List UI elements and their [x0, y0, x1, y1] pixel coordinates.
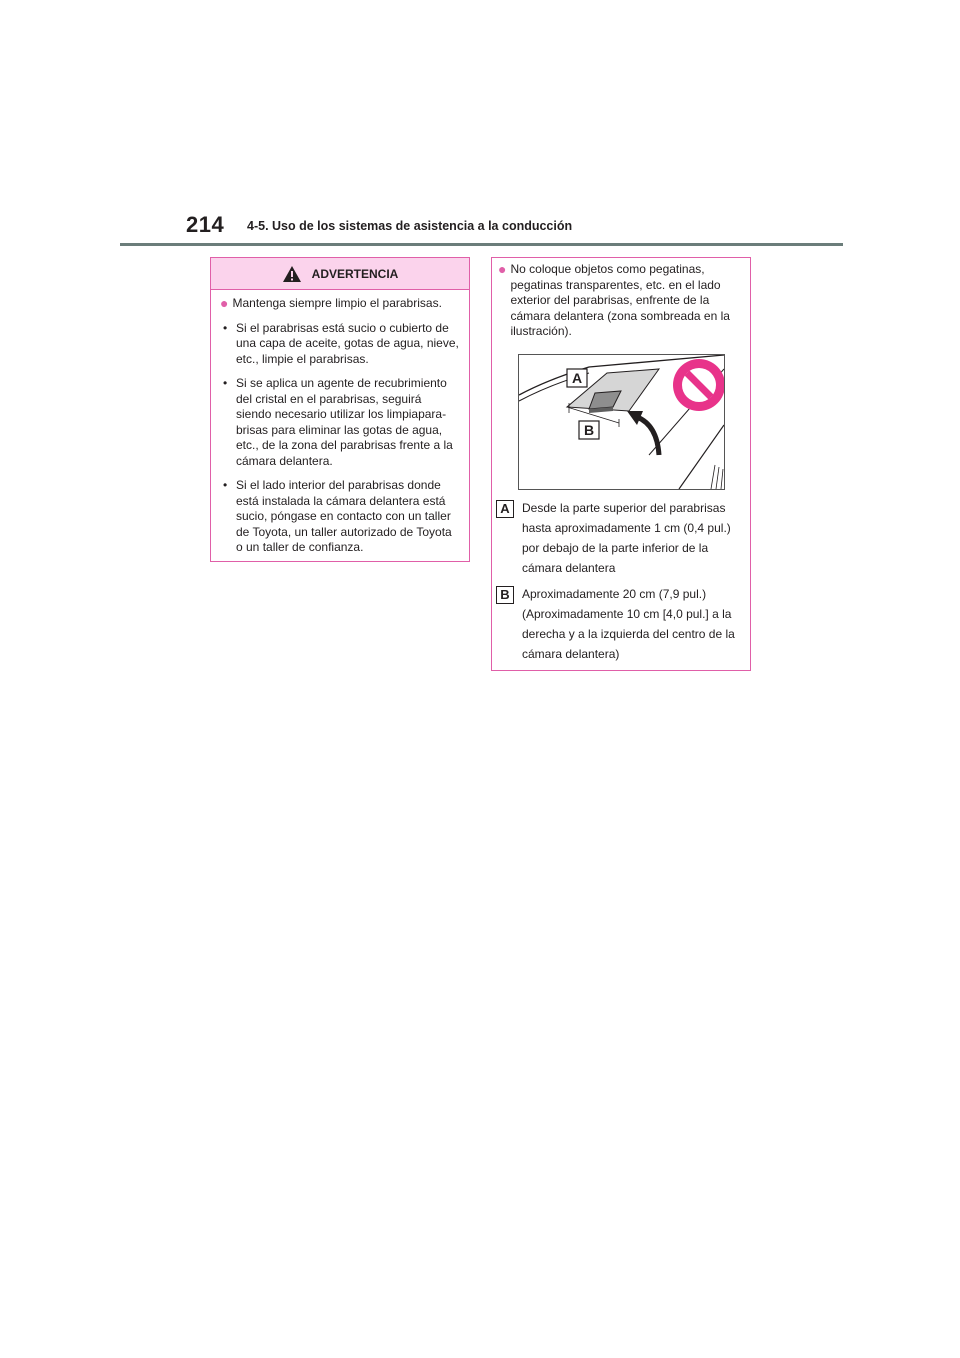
warning-box: [210, 257, 470, 562]
legend-item-b: [496, 584, 744, 664]
legend-text-a: Desde la parte superior del parabrisas hasta aproximadamente 1 cm (0,4 pul.) por debajo de la parte inferior de la cámara delantera: [522, 501, 731, 575]
bullet-dot-icon: ●: [498, 261, 507, 277]
note-box: [491, 257, 751, 671]
legend-item-a: [496, 498, 744, 578]
sub-bullet-icon: •: [223, 478, 228, 492]
warning-main-text: Mantenga siempre limpio el parabrisas.: [232, 296, 442, 310]
warning-sub-text: Si el lado interior del parabrisas donde está instalada la cámara delantera está sucio, póngase en contacto con un taller de Toyota, un taller autorizado de Toyota o un taller de confianza.: [236, 478, 452, 554]
warning-sub-text: Si se aplica un agente de recubrimiento del cristal en el parabrisas, seguirá siendo necesario utilizar los limpiapara-brisas para eliminar las gotas de agua, etc., de la zona del parabrisas frente a la cámara delantera.: [236, 376, 453, 468]
warning-sub-item: [220, 321, 459, 368]
windshield-illustration: [518, 354, 725, 490]
illustration-label-b: B: [583, 422, 595, 438]
prohibition-icon: [673, 359, 724, 411]
note-bullet: [498, 262, 738, 340]
page-number: 214: [186, 212, 225, 237]
warning-main-bullet: [220, 296, 459, 312]
illustration-label-a: A: [571, 370, 583, 386]
bullet-dot-icon: ●: [220, 295, 229, 311]
section-title: 4-5. Uso de los sistemas de asistencia a la conducción: [247, 219, 573, 233]
windshield-drawing: [519, 355, 724, 489]
legend-text-b: Aproximadamente 20 cm (7,9 pul.) (Aproximadamente 10 cm [4,0 pul.] a la derecha y a la izquierda del centro de la cámara delantera): [522, 587, 735, 661]
header-rule: [120, 243, 843, 246]
warning-header: [211, 258, 469, 290]
sub-bullet-icon: •: [223, 320, 228, 335]
warning-triangle-icon: [282, 265, 302, 283]
sub-bullet-icon: •: [223, 376, 228, 390]
warning-title: ADVERTENCIA: [311, 266, 399, 281]
warning-sub-item: [220, 478, 459, 556]
note-text: No coloque objetos como pegatinas, pegatinas transparentes, etc. en el lado exterior del parabrisas, enfrente de la cámara delantera (zona sombreada en la ilustración).: [510, 262, 730, 338]
legend-key-b: B: [496, 586, 514, 604]
warning-sub-item: [220, 376, 459, 469]
warning-sub-text: Si el parabrisas está sucio o cubierto de una capa de aceite, gotas de agua, nieve, etc., limpie el parabrisas.: [236, 320, 459, 366]
legend-key-a: A: [496, 500, 514, 518]
